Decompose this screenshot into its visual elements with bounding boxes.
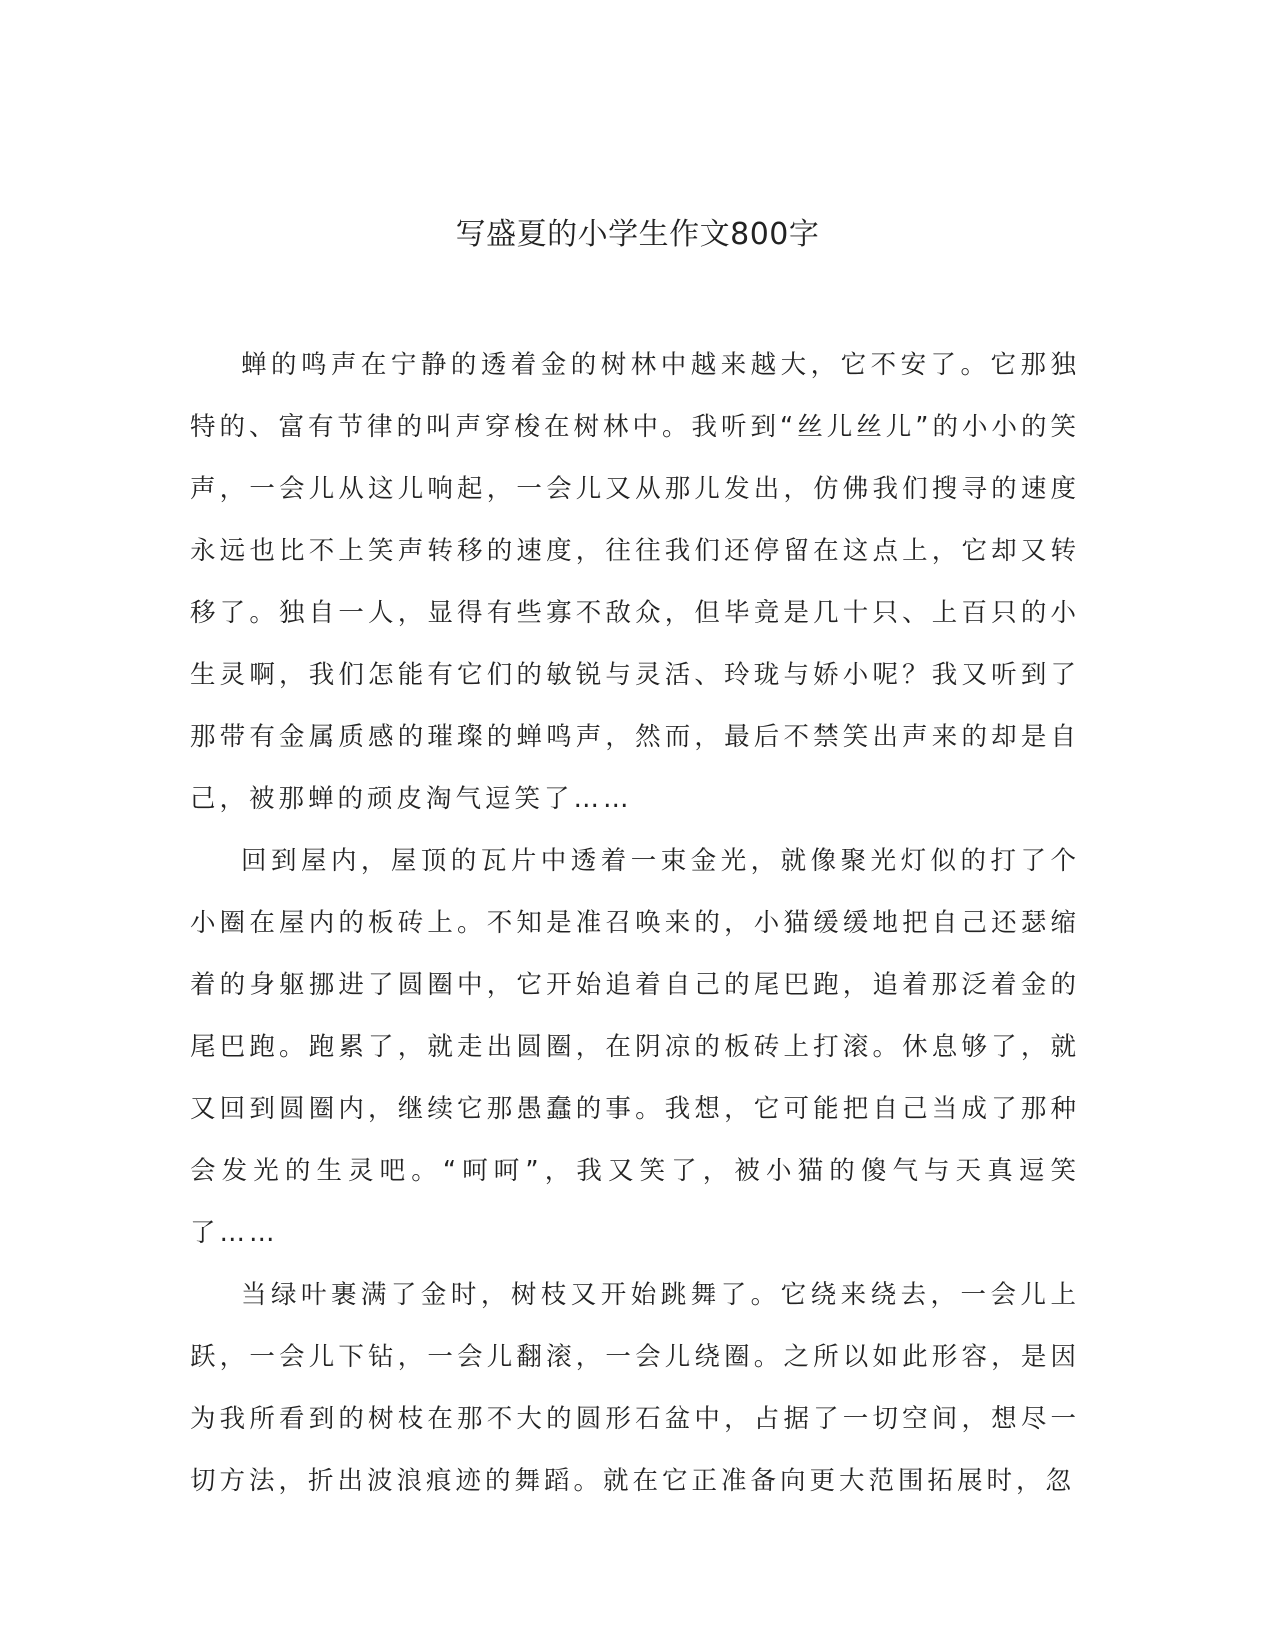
paragraph-3: 当绿叶裹满了金时，树枝又开始跳舞了。它绕来绕去，一会儿上跃，一会儿下钻，一会儿翻滚，一会儿绕圈。之所以如此形容，是因为我所看到的树枝在那不大的圆形石盆中，占据了一切空间，想尽一切方法，折出波浪痕迹的舞蹈。就在它正准备向更大范围拓展时，忽 — [190, 1280, 1080, 1496]
document-title: 写盛夏的小学生作文800字 — [455, 217, 820, 252]
paragraph-1: 蝉的鸣声在宁静的透着金的树林中越来越大，它不安了。它那独特的、富有节律的叫声穿梭在树林中。我听到“丝儿丝儿”的小小的笑声，一会儿从这儿响起，一会儿又从那儿发出，仿佛我们搜寻的速度永远也比不上笑声转移的速度，往往我们还停留在这点上，它却又转移了。独自一人，显得有些寡不敌众，但毕竟是几十只、上百只的小生灵啊，我们怎能有它们的敏锐与灵活、玲珑与娇小呢？我又听到了那带有金属质感的璀璨的蝉鸣声，然而，最后不禁笑出声来的却是自己，被那蝉的顽皮淘气逗笑了…… — [190, 350, 1080, 814]
document-body — [190, 334, 1080, 1512]
paragraph-2: 回到屋内，屋顶的瓦片中透着一束金光，就像聚光灯似的打了个小圈在屋内的板砖上。不知是准召唤来的，小猫缓缓地把自己还瑟缩着的身躯挪进了圆圈中，它开始追着自己的尾巴跑，追着那泛着金的尾巴跑。跑累了，就走出圆圈，在阴凉的板砖上打滚。休息够了，就又回到圆圈内，继续它那愚蠢的事。我想，它可能把自己当成了那种会发光的生灵吧。“呵呵”，我又笑了，被小猫的傻气与天真逗笑了…… — [190, 846, 1080, 1248]
